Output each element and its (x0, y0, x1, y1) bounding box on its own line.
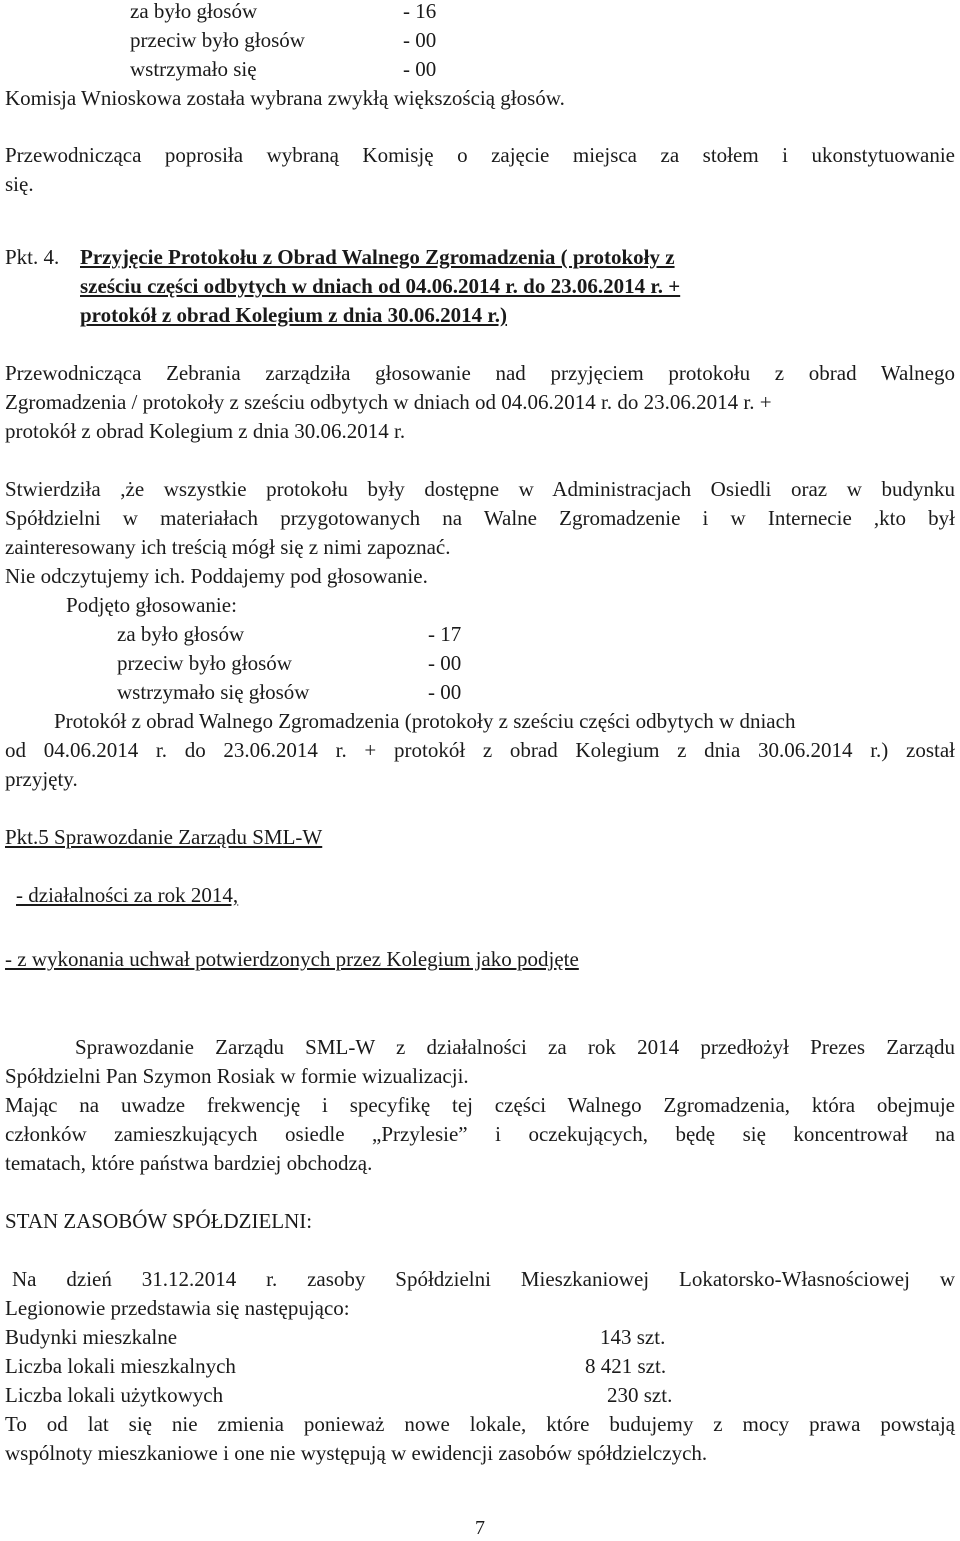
chair-request-line: się. (5, 172, 34, 196)
resource-label: Budynki mieszkalne (5, 1325, 178, 1349)
resource-value: 8 421 szt. (585, 1354, 667, 1378)
vote-label: za było głosów (130, 0, 258, 23)
report-line: członków zamieszkujących osiedle „Przylesie” i oczekujących, będę się koncentrował na (5, 1122, 955, 1146)
vote-order-line: Przewodnicząca Zebrania zarządziła głosowanie nad przyjęciem protokołu z obrad Walnego (5, 361, 955, 385)
resource-value: 143 szt. (600, 1325, 666, 1349)
chair-request-line: Przewodnicząca poprosiła wybraną Komisję o zajęcie miejsca za stołem i ukonstytuowanie (5, 143, 955, 167)
vote-value: - 00 (428, 651, 462, 675)
stated-line: Spółdzielni w materiałach przygotowanych na Walne Zgromadzenie i w Internecie ,kto był (5, 506, 955, 530)
protocol-adopted-line: przyjęty. (5, 767, 78, 791)
vote-label: za było głosów (117, 622, 245, 646)
stated-line: zainteresowany ich treścią mógł się z nimi zapoznać. (5, 535, 451, 559)
page-number: 7 (475, 1517, 485, 1539)
pkt5-subheading: - z wykonania uchwał potwierdzonych przez Kolegium jako podjęte (5, 947, 579, 971)
vote-order-line: Zgromadzenia / protokoły z sześciu odbytych w dniach od 04.06.2014 r. do 23.06.2014 r. + (5, 390, 772, 414)
vote-label: przeciw było głosów (130, 28, 305, 52)
report-line: Spółdzielni Pan Szymon Rosiak w formie wizualizacji. (5, 1064, 469, 1088)
vote-taken: Podjęto głosowanie: (66, 593, 237, 617)
pkt4-heading-line: Przyjęcie Protokołu z Obrad Walnego Zgromadzenia ( protokoły z (80, 245, 675, 269)
pkt5-heading: Pkt.5 Sprawozdanie Zarządu SML-W (5, 825, 323, 849)
vote-value: - 00 (403, 57, 437, 81)
vote-label: przeciw było głosów (117, 651, 292, 675)
stan-line: Legionowie przedstawia się następująco: (5, 1296, 350, 1320)
vote-value: - 17 (428, 622, 462, 646)
closing-line: wspólnoty mieszkaniowe i one nie występują w ewidencji zasobów spółdzielczych. (5, 1441, 708, 1465)
pkt4-heading-line: protokół z obrad Kolegium z dnia 30.06.2014 r.) (80, 303, 508, 327)
pkt5-subheading: - działalności za rok 2014, (16, 883, 239, 907)
resource-label: Liczba lokali użytkowych (5, 1383, 224, 1407)
stated-line: Nie odczytujemy ich. Poddajemy pod głosowanie. (5, 564, 428, 588)
stan-line: Na dzień 31.12.2014 r. zasoby Spółdzielni Mieszkaniowej Lokatorsko-Własnościowej w (12, 1267, 955, 1291)
pkt4-heading-line: sześciu części odbytych w dniach od 04.06.2014 r. do 23.06.2014 r. + (80, 274, 681, 298)
stan-heading: STAN ZASOBÓW SPÓŁDZIELNI: (5, 1209, 313, 1233)
vote-value: - 16 (403, 0, 437, 23)
report-line: Sprawozdanie Zarządu SML-W z działalności za rok 2014 przedłożył Prezes Zarządu (75, 1035, 955, 1059)
report-line: Mając na uwadze frekwencję i specyfikę tej części Walnego Zgromadzenia, która obejmuje (5, 1093, 955, 1117)
stated-line: Stwierdziła ,że wszystkie protokołu były dostępne w Administracjach Osiedli oraz w budynku (5, 477, 955, 501)
vote-value: - 00 (428, 680, 462, 704)
commission-elected: Komisja Wnioskowa została wybrana zwykłą większością głosów. (5, 86, 565, 110)
resource-value: 230 szt. (607, 1383, 673, 1407)
resource-label: Liczba lokali mieszkalnych (5, 1354, 236, 1378)
protocol-adopted-line: Protokół z obrad Walnego Zgromadzenia (protokoły z sześciu części odbytych w dniach (54, 709, 796, 733)
pkt4-number: Pkt. 4. (5, 245, 60, 269)
vote-value: - 00 (403, 28, 437, 52)
closing-line: To od lat się nie zmienia ponieważ nowe lokale, które budujemy z mocy prawa powstają (5, 1412, 955, 1436)
vote-label: wstrzymało się głosów (117, 680, 310, 704)
report-line: tematach, które państwa bardziej obchodzą. (5, 1151, 373, 1175)
protocol-adopted-line: od 04.06.2014 r. do 23.06.2014 r. + protokół z obrad Kolegium z dnia 30.06.2014 r.) został (5, 738, 955, 762)
vote-order-line: protokół z obrad Kolegium z dnia 30.06.2014 r. (5, 419, 406, 443)
vote-label: wstrzymało się (130, 57, 257, 81)
